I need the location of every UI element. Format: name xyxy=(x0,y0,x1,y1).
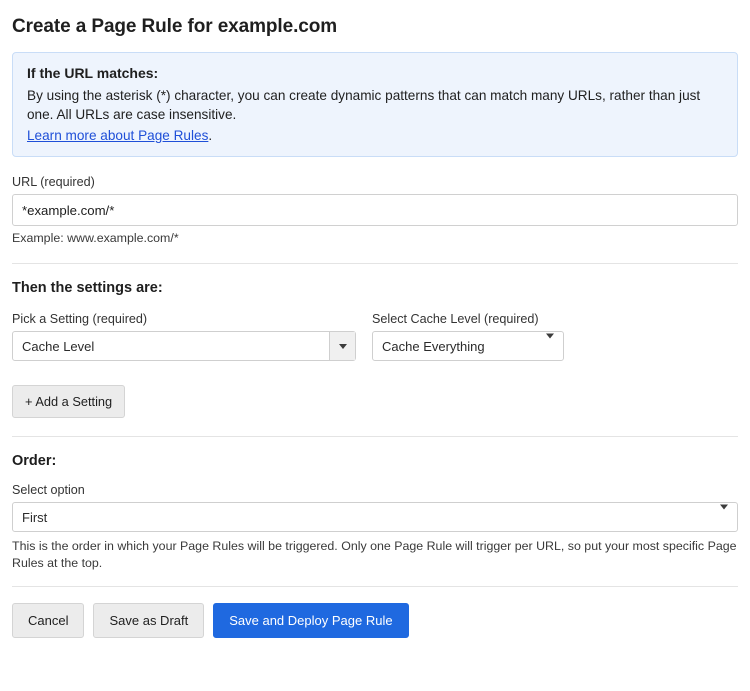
save-and-deploy-button[interactable]: Save and Deploy Page Rule xyxy=(213,603,408,638)
info-callout-title: If the URL matches: xyxy=(27,65,159,81)
chevron-down-icon[interactable] xyxy=(546,339,554,354)
cache-level-select-wrap xyxy=(372,331,564,361)
order-select-label: Select option xyxy=(12,483,85,497)
divider-order xyxy=(12,436,738,437)
settings-section-title: Then the settings are: xyxy=(12,280,163,296)
learn-more-link[interactable]: Learn more about Page Rules xyxy=(27,128,209,143)
order-select-wrap xyxy=(12,502,738,532)
add-setting-button[interactable]: + Add a Setting xyxy=(12,385,125,418)
divider-top xyxy=(12,263,738,264)
pick-setting-value: Cache Level xyxy=(22,338,95,354)
order-hint: This is the order in which your Page Rules will be triggered. Only one Page Rule will trigger per URL, so put your most specific Page Rules at the top. xyxy=(12,539,737,570)
pick-setting-label: Pick a Setting (required) xyxy=(12,312,148,326)
cache-level-label: Select Cache Level (required) xyxy=(372,312,539,326)
cache-level-group xyxy=(372,312,572,361)
info-callout xyxy=(12,52,738,157)
chevron-down-icon[interactable] xyxy=(720,510,728,525)
order-value: First xyxy=(22,509,48,525)
cache-level-value: Cache Everything xyxy=(382,338,485,354)
info-link-suffix: . xyxy=(208,128,213,143)
settings-row xyxy=(12,312,738,361)
cache-level-select[interactable] xyxy=(372,331,564,361)
url-field-hint: Example: www.example.com/* xyxy=(12,231,179,245)
page-title: Create a Page Rule for example.com xyxy=(12,16,338,37)
form-footer xyxy=(12,586,738,638)
url-input[interactable] xyxy=(12,194,738,226)
pick-setting-select[interactable] xyxy=(12,331,356,361)
info-callout-text: By using the asterisk (*) character, you can create dynamic patterns that can match many URLs, rather than just one. All URLs are case insensitive. xyxy=(27,88,701,122)
url-field-label: URL (required) xyxy=(12,175,95,189)
info-callout-link-row xyxy=(27,128,723,143)
chevron-down-icon[interactable] xyxy=(329,332,355,360)
cancel-button[interactable]: Cancel xyxy=(12,603,84,638)
order-select[interactable] xyxy=(12,502,738,532)
pick-setting-group xyxy=(12,312,372,361)
order-section-title: Order: xyxy=(12,453,57,469)
pick-setting-select-wrap xyxy=(12,331,356,361)
save-as-draft-button[interactable]: Save as Draft xyxy=(93,603,204,638)
